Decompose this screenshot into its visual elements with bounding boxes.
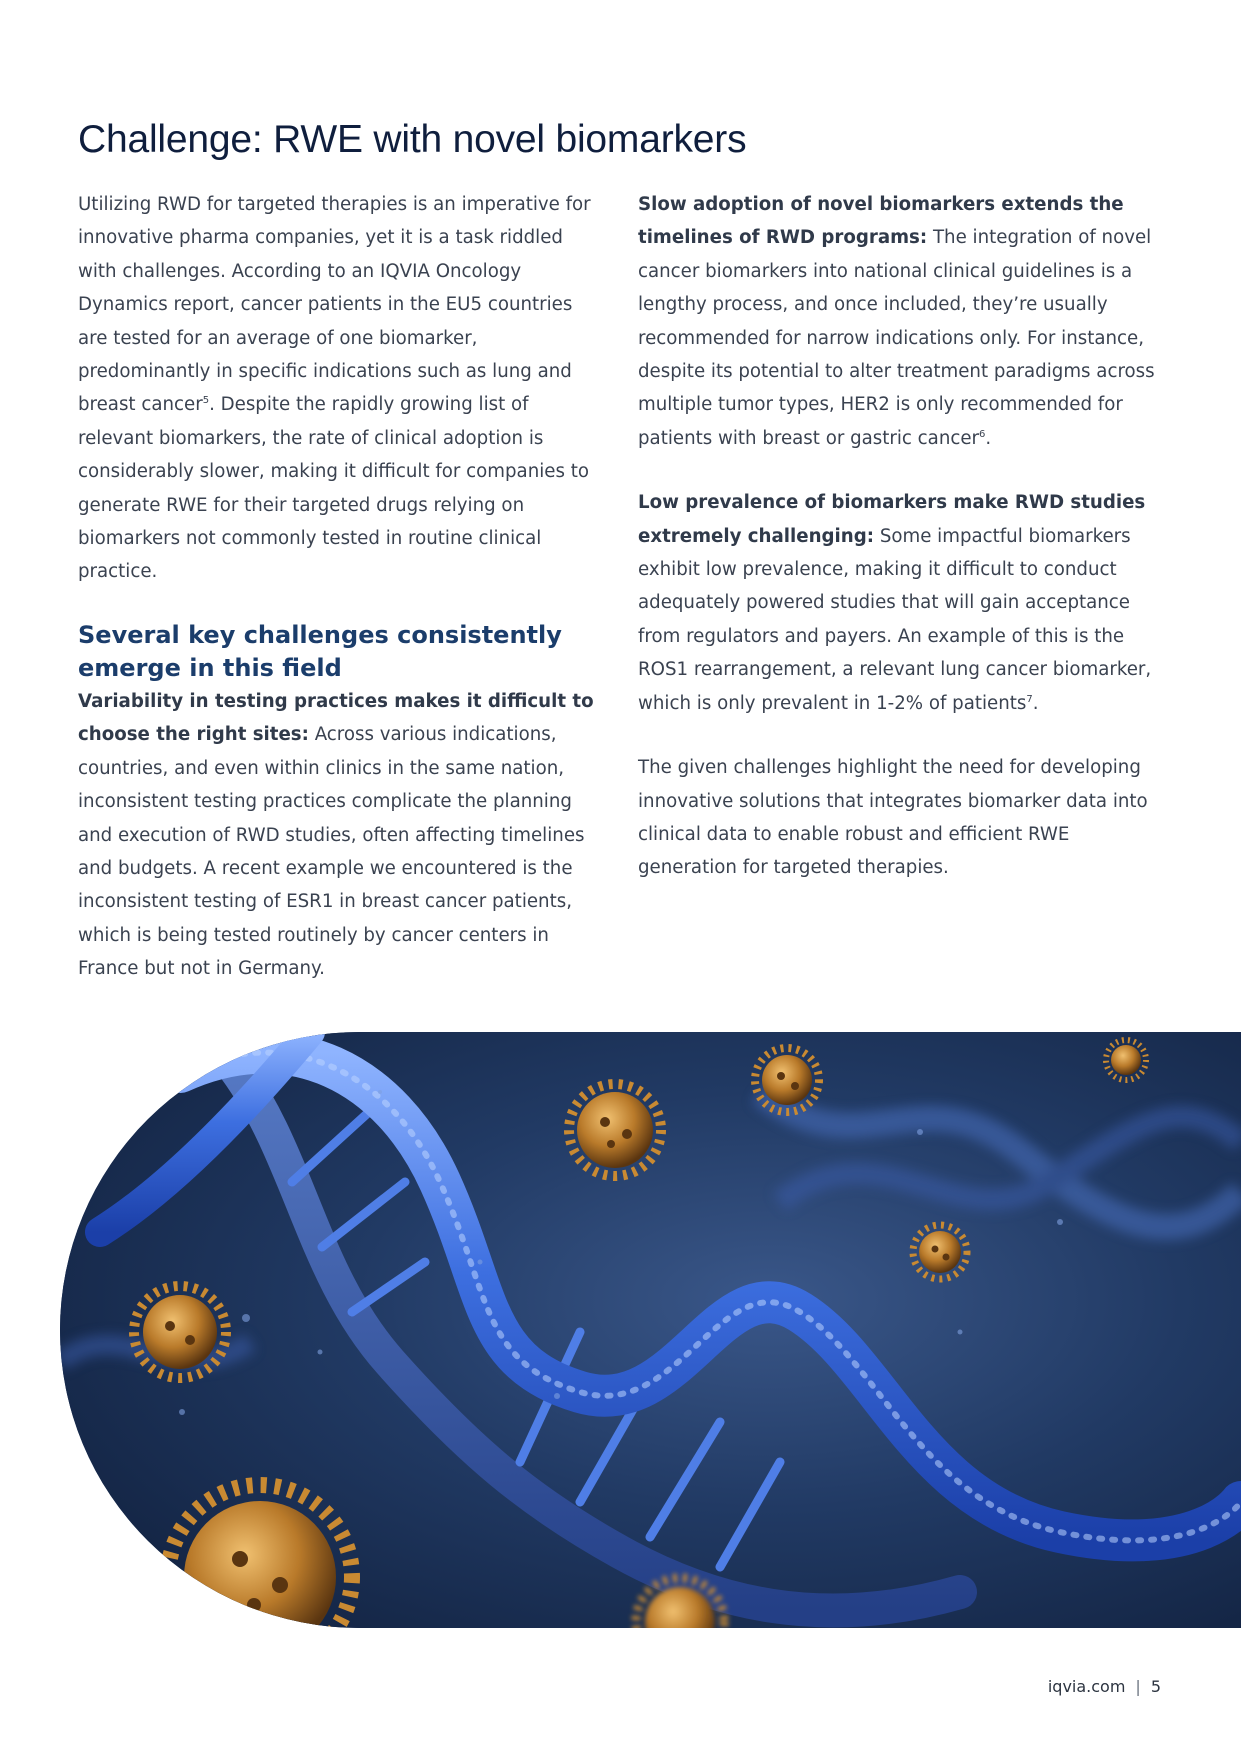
page-title: Challenge: RWE with novel biomarkers — [78, 118, 747, 161]
low-prevalence-paragraph — [638, 486, 1170, 720]
variability-body: Across various indications, countries, and even within clinics in the same nation, inconsistent testing practices complicate the planning and execution of RWD studies, often affecting timelines and budgets. A recent example we encountered is the inconsistent testing of ESR1 in breast cancer patients, which is being tested routinely by cancer centers in France but not in Germany. — [78, 724, 585, 980]
slow-adoption-body: The integration of novel cancer biomarkers into national clinical guidelines is a lengthy process, and once included, they’re usually recommended for narrow indications only. For instance, despite its potential to alter treatment paradigms across multiple tumor types, HER2 is only recommended for patients with breast or gastric cancer — [638, 227, 1155, 449]
right-column — [638, 188, 1170, 885]
footer-site-link[interactable]: iqvia.com — [1047, 1677, 1126, 1696]
slow-adoption-lead: Slow adoption of novel biomarkers extends the timelines of RWD programs: — [638, 194, 1124, 249]
low-prevalence-body: Some impactful biomarkers exhibit low prevalence, making it difficult to conduct adequately powered studies that will gain acceptance from regulators and payers. An example of this is the ROS1 rearrangement, a relevant lung cancer biomarker, which is only prevalent in 1-2% of patients — [638, 525, 1152, 714]
variability-lead: Variability in testing practices makes it difficult to choose the right sites: — [78, 690, 594, 746]
conclusion-paragraph: The given challenges highlight the need for developing innovative solutions that integrates biomarker data into clinical data to enable robust and efficient RWE generation for targeted therapies. — [638, 757, 1148, 879]
intro-text-continued: . Despite the rapidly growing list of relevant biomarkers, the rate of clinical adoption is considerably slower, making it difficult for companies to generate RWE for their targeted drugs relying on biomarkers not commonly tested in routine clinical practice. — [78, 394, 589, 583]
page-footer — [1048, 1677, 1161, 1696]
footer-separator: | — [1135, 1677, 1141, 1696]
reference-5: 5 — [202, 395, 210, 407]
section-heading: Several key challenges consistently emerge in this field — [78, 620, 562, 682]
intro-text: Utilizing RWD for targeted therapies is an imperative for innovative pharma companies, yet it is a task riddled with challenges. According to an IQVIA Oncology Dynamics report, cancer patients in the EU5 countries are tested for an average of one biomarker, predominantly in specific indications such as lung and breast cancer — [78, 194, 591, 416]
dna-illustration — [60, 1032, 1241, 1628]
dna-hero-image — [60, 1032, 1241, 1628]
page-number: 5 — [1150, 1677, 1161, 1696]
intro-paragraph — [78, 188, 598, 589]
reference-6: 6 — [979, 428, 986, 440]
slow-adoption-end: . — [985, 427, 992, 449]
slow-adoption-paragraph — [638, 188, 1170, 455]
low-prevalence-lead: Low prevalence of biomarkers make RWD studies extremely challenging: — [638, 492, 1146, 547]
left-column — [78, 188, 598, 986]
reference-7: 7 — [1026, 693, 1033, 705]
low-prevalence-end: . — [1032, 692, 1039, 714]
variability-paragraph — [78, 685, 598, 986]
